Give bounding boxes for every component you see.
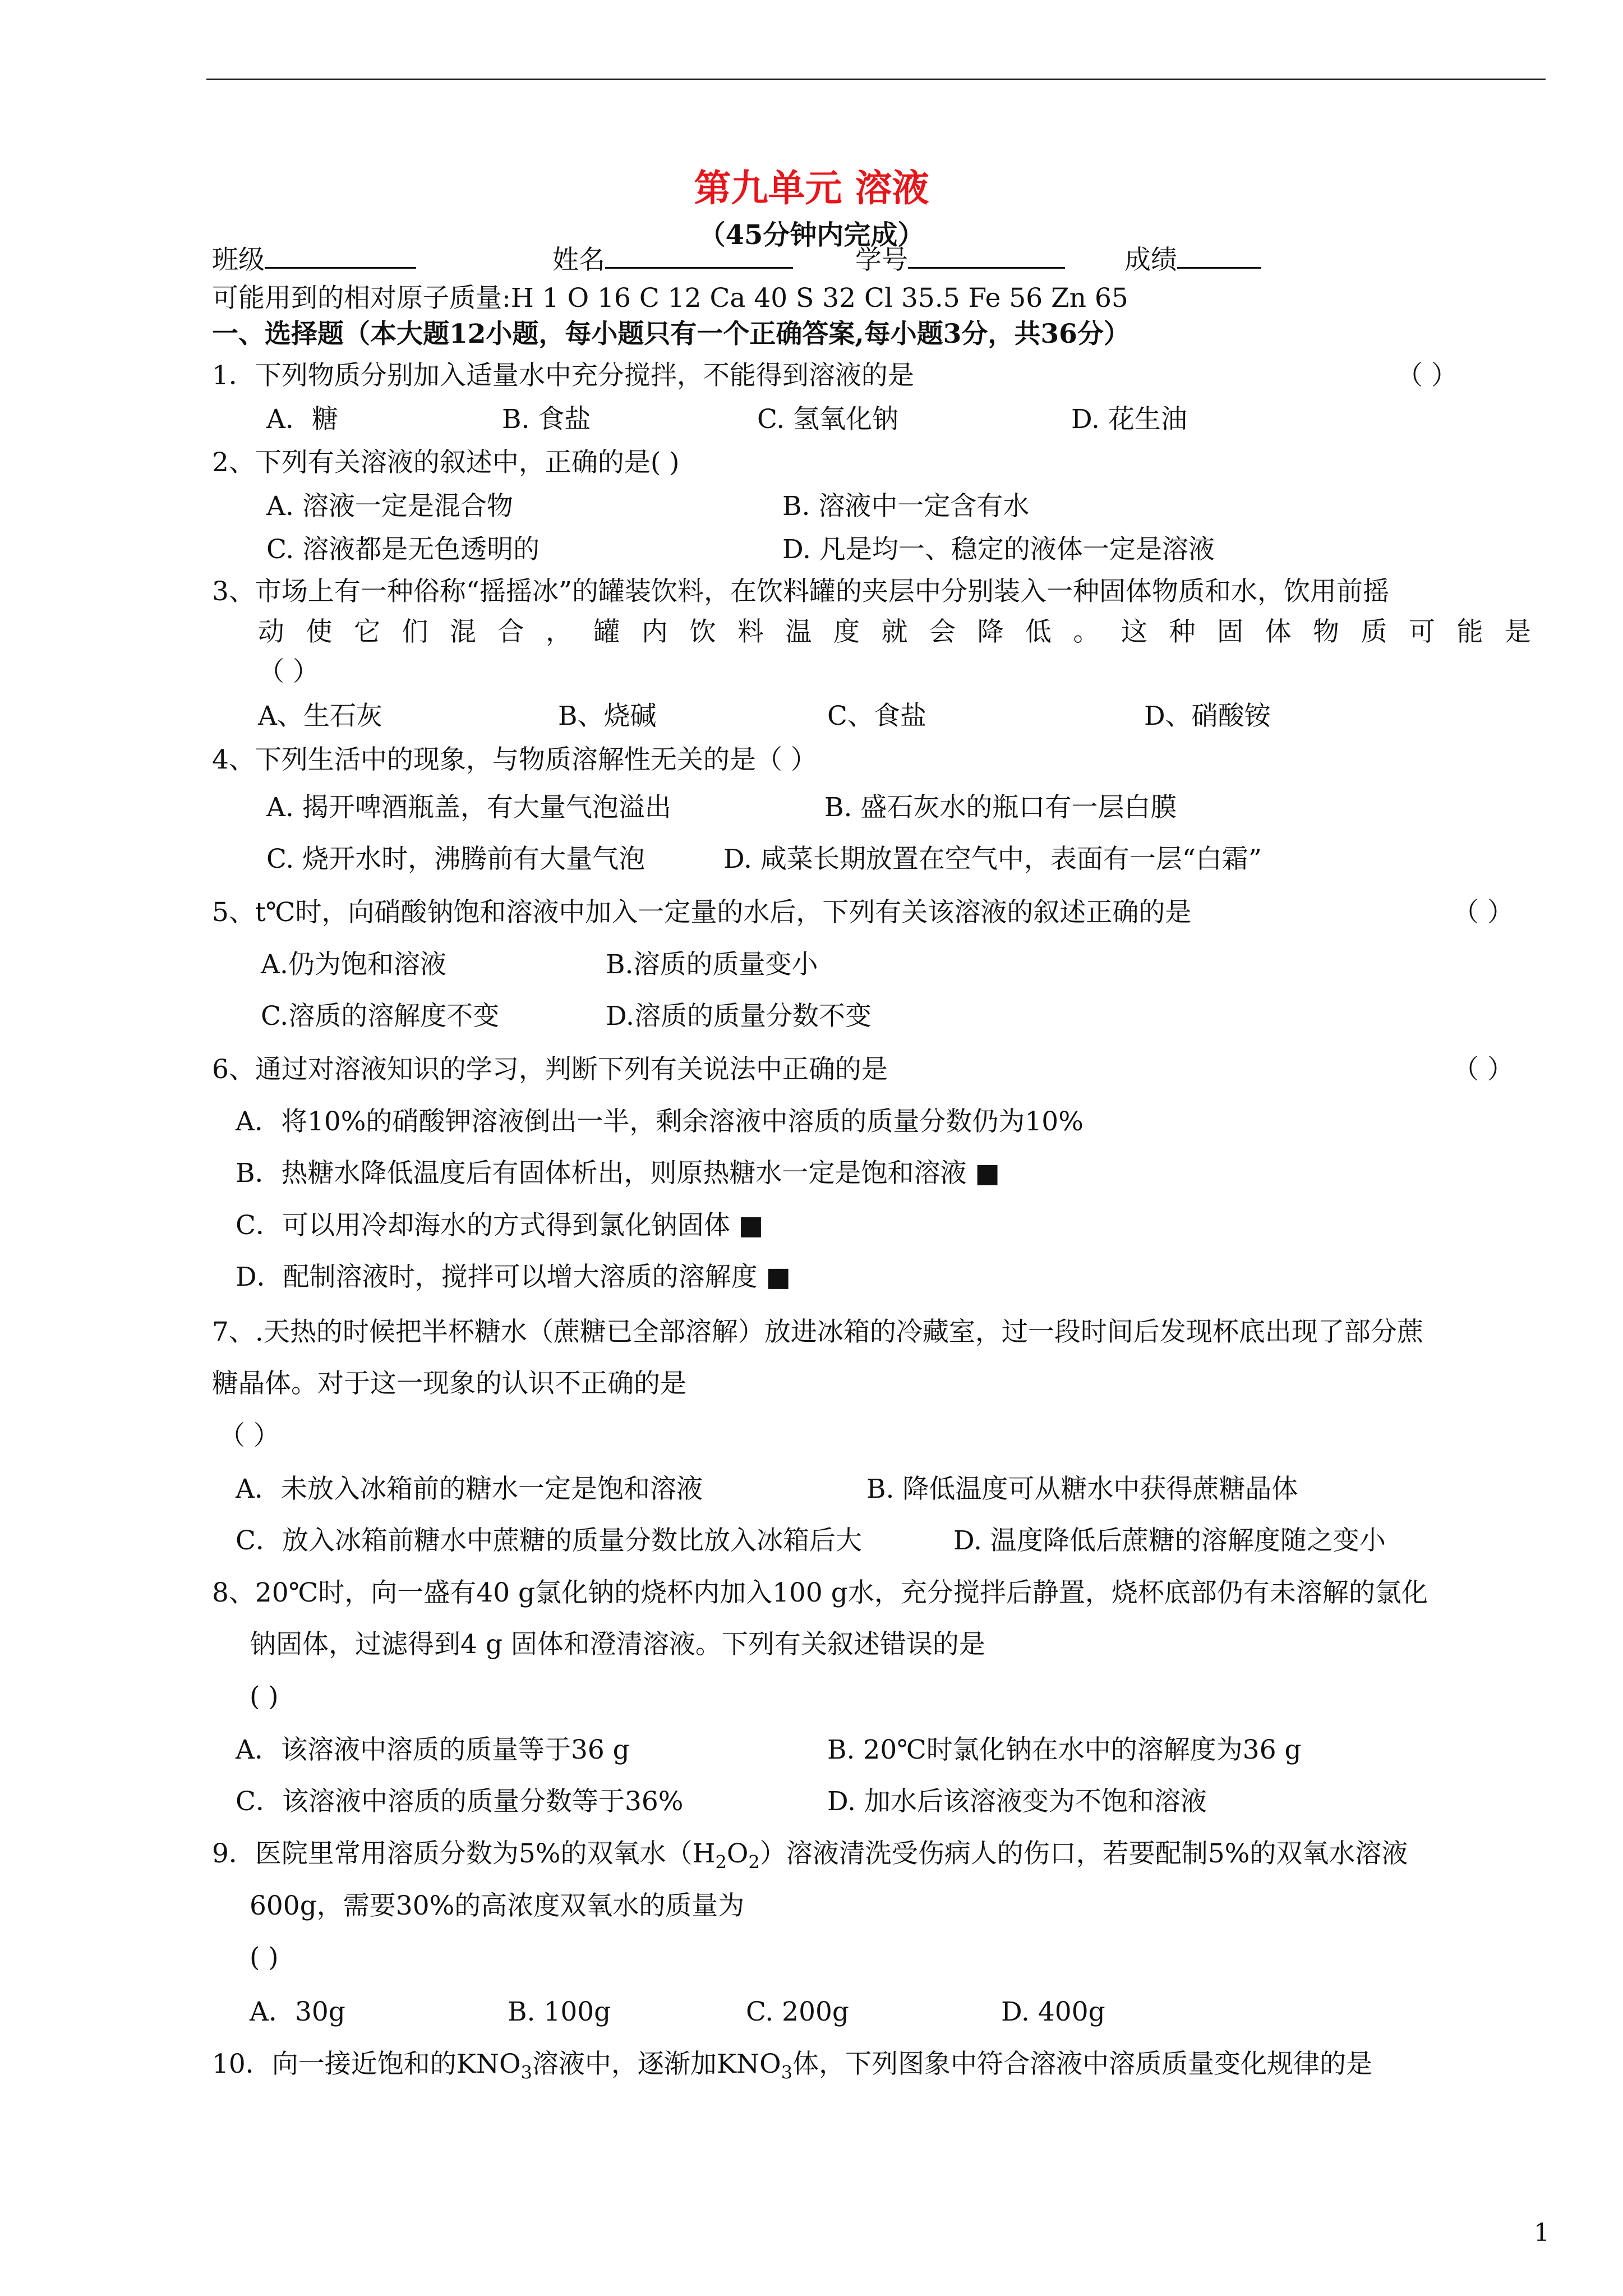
id-blank bbox=[908, 242, 1065, 269]
id-field bbox=[855, 242, 1065, 277]
q6-option-c: C．可以用冷却海水的方式得到氯化钠固体 ■ bbox=[236, 1210, 764, 1241]
page-subtitle: （45分钟内完成） bbox=[698, 219, 925, 251]
q3-answer-blank: （ ） bbox=[258, 656, 319, 687]
q3-option-a: A、生石灰 bbox=[258, 701, 382, 731]
q7-stem-line1: 7、.天热的时候把半杯糖水（蔗糖已全部溶解）放进冰箱的冷藏室，过一段时间后发现杯底出现了部分蔗 bbox=[212, 1317, 1423, 1347]
score-blank bbox=[1177, 242, 1261, 269]
q8-option-c: C．该溶液中溶质的质量分数等于36% bbox=[236, 1786, 684, 1817]
q10-subscript-1: 3 bbox=[520, 2062, 532, 2083]
page-title: 第九单元 溶液 bbox=[694, 166, 929, 210]
q9-answer-blank: ( ) bbox=[250, 1942, 279, 1973]
q4-stem: 4、下列生活中的现象，与物质溶解性无关的是（ ） bbox=[212, 744, 817, 775]
q8-option-a: A．该溶液中溶质的质量等于36 g bbox=[236, 1734, 630, 1765]
q5-option-d: D.溶质的质量分数不变 bbox=[606, 1001, 872, 1032]
q10-stem-text-b: 溶液中，逐渐加KNO bbox=[532, 2049, 781, 2079]
q6-option-d: D．配制溶液时，搅拌可以增大溶质的溶解度 ■ bbox=[236, 1262, 791, 1292]
q10-stem bbox=[212, 2047, 1372, 2089]
q7-option-c: C．放入冰箱前糖水中蔗糖的质量分数比放入冰箱后大 bbox=[236, 1525, 862, 1556]
q8-stem-line2: 钠固体，过滤得到4 g 固体和澄清溶液。下列有关叙述错误的是 bbox=[250, 1629, 985, 1660]
class-label: 班级 bbox=[212, 245, 265, 275]
q10-stem-text-a: 10．向一接近饱和的KNO bbox=[212, 2049, 521, 2079]
q2-option-c: C. 溶液都是无色透明的 bbox=[266, 534, 540, 565]
q5-answer-blank: （ ） bbox=[1453, 897, 1514, 928]
q8-option-b: B. 20℃时氯化钠在水中的溶解度为36 g bbox=[827, 1734, 1302, 1765]
q5-stem: 5、t℃时，向硝酸钠饱和溶液中加入一定量的水后，下列有关该溶液的叙述正确的是 bbox=[212, 897, 1192, 928]
q9-subscript-1: 2 bbox=[715, 1851, 727, 1873]
q10-stem-text-c: 体，下列图象中符合溶液中溶质质量变化规律的是 bbox=[792, 2049, 1373, 2079]
q3-option-c: C、食盐 bbox=[827, 701, 926, 731]
name-label: 姓名 bbox=[552, 245, 605, 275]
q2-option-b: B. 溶液中一定含有水 bbox=[782, 491, 1030, 522]
q1-option-c: C. 氢氧化钠 bbox=[757, 404, 899, 435]
q5-option-b: B.溶质的质量变小 bbox=[606, 949, 818, 980]
q1-stem: 1．下列物质分别加入适量水中充分搅拌，不能得到溶液的是 bbox=[212, 360, 914, 391]
atomic-masses: 可能用到的相对原子质量:H 1 O 16 C 12 Ca 40 S 32 Cl 35.5 Fe 56 Zn 65 bbox=[212, 283, 1128, 314]
q7-option-b: B. 降低温度可从糖水中获得蔗糖晶体 bbox=[866, 1474, 1298, 1504]
q1-answer-blank: （ ） bbox=[1396, 360, 1458, 391]
q4-option-b: B. 盛石灰水的瓶口有一层白膜 bbox=[824, 792, 1177, 823]
q4-option-d: D. 咸菜长期放置在空气中，表面有一层“白霜” bbox=[723, 844, 1262, 875]
q2-option-d: D. 凡是均一、稳定的液体一定是溶液 bbox=[782, 534, 1215, 565]
q8-answer-blank: ( ) bbox=[250, 1681, 279, 1712]
q6-stem: 6、通过对溶液知识的学习，判断下列有关说法中正确的是 bbox=[212, 1054, 888, 1085]
q1-option-d: D. 花生油 bbox=[1071, 404, 1187, 435]
score-label: 成绩 bbox=[1124, 245, 1177, 275]
q9-stem-text-b: ）溶液清洗受伤病人的伤口，若要配制5%的双氧水溶液 bbox=[759, 1838, 1408, 1869]
q8-option-d: D. 加水后该溶液变为不饱和溶液 bbox=[827, 1786, 1207, 1817]
q9-stem-text-a: 9．医院里常用溶质分数为5%的双氧水（H bbox=[212, 1838, 716, 1869]
q1-option-a: A．糖 bbox=[266, 404, 338, 435]
q6-option-a: A．将10%的硝酸钾溶液倒出一半，剩余溶液中溶质的质量分数仍为10% bbox=[236, 1106, 1083, 1137]
class-field bbox=[212, 242, 416, 277]
q4-option-a: A. 揭开啤酒瓶盖，有大量气泡溢出 bbox=[266, 792, 671, 823]
q9-subscript-2: 2 bbox=[748, 1851, 760, 1873]
q9-option-c: C. 200g bbox=[746, 1996, 849, 2027]
header-rule bbox=[206, 79, 1546, 80]
q1-option-b: B. 食盐 bbox=[502, 404, 591, 435]
q3-stem-line1: 3、市场上有一种俗称“摇摇冰”的罐装饮料，在饮料罐的夹层中分别装入一种固体物质和水，饮用前摇 bbox=[212, 576, 1389, 607]
score-field bbox=[1124, 242, 1261, 277]
q3-option-d: D、硝酸铵 bbox=[1144, 701, 1271, 731]
q7-option-a: A．未放入冰箱前的糖水一定是饱和溶液 bbox=[236, 1474, 703, 1504]
q2-stem: 2、下列有关溶液的叙述中，正确的是( ) bbox=[212, 447, 680, 478]
q5-option-c: C.溶质的溶解度不变 bbox=[261, 1001, 500, 1032]
q5-option-a: A.仍为饱和溶液 bbox=[261, 949, 446, 980]
q6-answer-blank: （ ） bbox=[1453, 1054, 1514, 1085]
q9-stem-line1 bbox=[212, 1837, 1408, 1879]
q9-option-d: D. 400g bbox=[1001, 1996, 1105, 2027]
name-field bbox=[552, 242, 793, 277]
q6-option-b: B．热糖水降低温度后有固体析出，则原热糖水一定是饱和溶液 ■ bbox=[236, 1158, 1000, 1189]
section-heading: 一、选择题（本大题12小题，每小题只有一个正确答案,每小题3分，共36分） bbox=[212, 319, 1130, 349]
q9-option-b: B. 100g bbox=[508, 1996, 611, 2027]
q9-stem-line2: 600g，需要30%的高浓度双氧水的质量为 bbox=[250, 1890, 745, 1921]
q4-option-c: C. 烧开水时，沸腾前有大量气泡 bbox=[266, 844, 645, 875]
q3-stem-line2: 动使它们混合，罐内饮料温度就会降低。这种固体物质可能是 bbox=[258, 616, 1553, 647]
q3-option-b: B、烧碱 bbox=[558, 701, 657, 731]
q2-option-a: A. 溶液一定是混合物 bbox=[266, 491, 513, 522]
q10-subscript-2: 3 bbox=[781, 2062, 793, 2083]
q9-option-a: A．30g bbox=[250, 1996, 345, 2027]
q8-stem-line1: 8、20℃时，向一盛有40 g氯化钠的烧杯内加入100 g水，充分搅拌后静置，烧杯底部仍有未溶解的氯化 bbox=[212, 1577, 1428, 1608]
name-blank bbox=[605, 242, 793, 269]
q7-answer-blank: （ ） bbox=[219, 1420, 280, 1451]
q9-stem-text-mid: O bbox=[726, 1838, 749, 1869]
class-blank bbox=[265, 242, 416, 269]
id-label: 学号 bbox=[855, 245, 908, 275]
page-number: 1 bbox=[1534, 2219, 1550, 2247]
q7-option-d: D. 温度降低后蔗糖的溶解度随之变小 bbox=[953, 1525, 1386, 1556]
q7-stem-line2: 糖晶体。对于这一现象的认识不正确的是 bbox=[212, 1368, 686, 1399]
